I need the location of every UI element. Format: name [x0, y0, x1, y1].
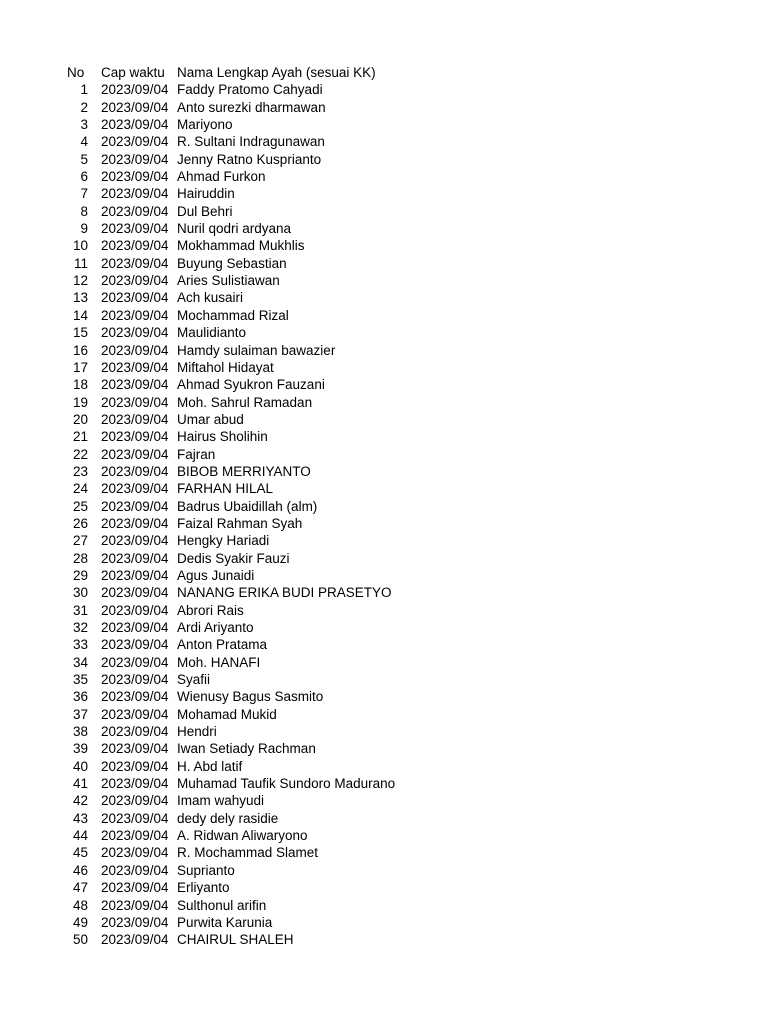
cell-name: Muhamad Taufik Sundoro Madurano — [177, 776, 396, 792]
table-row — [0, 775, 768, 792]
cell-name: Hendri — [177, 724, 217, 740]
cell-timestamp: 2023/09/04 — [101, 463, 169, 479]
table-row — [0, 151, 768, 168]
cell-no: 7 — [80, 186, 88, 202]
cell-name: Ahmad Syukron Fauzani — [177, 377, 325, 393]
cell-name: Dedis Syakir Fauzi — [177, 550, 290, 566]
column-header-name: Nama Lengkap Ayah (sesuai KK) — [177, 65, 376, 80]
table-body — [0, 81, 768, 948]
cell-name: Hengky Hariadi — [177, 533, 270, 549]
cell-name: Anto surezki dharmawan — [177, 99, 326, 115]
cell-timestamp: 2023/09/04 — [101, 186, 169, 202]
cell-name: R. Mochammad Slamet — [177, 845, 319, 861]
cell-timestamp: 2023/09/04 — [101, 689, 169, 705]
table-row — [0, 116, 768, 133]
cell-timestamp: 2023/09/04 — [101, 151, 169, 167]
cell-timestamp: 2023/09/04 — [101, 845, 169, 861]
cell-timestamp: 2023/09/04 — [101, 273, 169, 289]
table-row — [0, 931, 768, 948]
cell-name: Ach kusairi — [177, 290, 244, 306]
cell-timestamp: 2023/09/04 — [101, 758, 169, 774]
cell-timestamp: 2023/09/04 — [101, 411, 169, 427]
cell-name: Mariyono — [177, 117, 233, 133]
cell-no: 40 — [72, 758, 88, 774]
cell-timestamp: 2023/09/04 — [101, 706, 169, 722]
cell-timestamp: 2023/09/04 — [101, 342, 169, 358]
column-header-no: No — [67, 65, 85, 80]
cell-name: Nuril qodri ardyana — [177, 221, 292, 237]
cell-timestamp: 2023/09/04 — [101, 672, 169, 688]
cell-name: NANANG ERIKA BUDI PRASETYO — [177, 585, 392, 601]
cell-no: 4 — [80, 134, 88, 150]
cell-no: 29 — [72, 567, 88, 583]
table-row — [0, 133, 768, 150]
table-row — [0, 844, 768, 861]
cell-no: 8 — [80, 203, 88, 219]
cell-name: Purwita Karunia — [177, 914, 273, 930]
table-row — [0, 203, 768, 220]
cell-name: Hairuddin — [177, 186, 235, 202]
cell-name: CHAIRUL SHALEH — [177, 932, 294, 948]
cell-timestamp: 2023/09/04 — [101, 325, 169, 341]
column-header-timestamp: Cap waktu — [101, 65, 165, 80]
table-row — [0, 168, 768, 185]
cell-no: 27 — [72, 533, 88, 549]
cell-no: 13 — [72, 290, 88, 306]
cell-timestamp: 2023/09/04 — [101, 446, 169, 462]
cell-no: 37 — [72, 706, 88, 722]
table-row — [0, 636, 768, 653]
cell-no: 11 — [73, 255, 88, 271]
cell-name: Agus Junaidi — [177, 567, 255, 583]
cell-timestamp: 2023/09/04 — [101, 429, 169, 445]
cell-no: 50 — [72, 932, 88, 948]
cell-no: 26 — [72, 515, 88, 531]
cell-name: FARHAN HILAL — [177, 481, 274, 497]
table-row — [0, 376, 768, 393]
cell-no: 43 — [72, 810, 88, 826]
cell-no: 14 — [72, 307, 88, 323]
cell-no: 36 — [72, 689, 88, 705]
cell-no: 22 — [72, 446, 88, 462]
cell-name: Sulthonul arifin — [177, 897, 267, 913]
cell-name: Moh. HANAFI — [177, 654, 261, 670]
cell-name: Hamdy sulaiman bawazier — [177, 342, 336, 358]
cell-no: 1 — [80, 82, 88, 98]
cell-no: 32 — [72, 620, 88, 635]
cell-no: 19 — [72, 394, 88, 410]
table-row — [0, 550, 768, 567]
cell-name: dedy dely rasidie — [177, 810, 279, 826]
cell-name: Mochammad Rizal — [177, 307, 289, 323]
table-row — [0, 862, 768, 879]
cell-timestamp: 2023/09/04 — [101, 203, 169, 219]
cell-name: Faddy Pratomo Cahyadi — [177, 82, 323, 98]
table-row — [0, 532, 768, 549]
cell-timestamp: 2023/09/04 — [101, 307, 169, 323]
cell-name: Anton Pratama — [177, 637, 268, 653]
cell-name: Ardi Ariyanto — [177, 620, 254, 635]
cell-no: 25 — [72, 498, 88, 514]
table-row — [0, 619, 768, 636]
cell-timestamp: 2023/09/04 — [101, 394, 169, 410]
cell-no: 23 — [72, 463, 88, 479]
cell-name: Hairus Sholihin — [177, 429, 268, 445]
cell-timestamp: 2023/09/04 — [101, 550, 169, 566]
table-row — [0, 237, 768, 254]
cell-no: 46 — [72, 862, 88, 878]
cell-no: 5 — [80, 151, 88, 167]
cell-timestamp: 2023/09/04 — [101, 932, 169, 948]
cell-no: 33 — [72, 637, 88, 653]
table-row — [0, 99, 768, 116]
cell-no: 6 — [80, 169, 88, 185]
cell-timestamp: 2023/09/04 — [101, 828, 169, 844]
cell-name: Abrori Rais — [177, 602, 244, 618]
cell-name: A. Ridwan Aliwaryono — [177, 828, 308, 844]
cell-name: Miftahol Hidayat — [177, 359, 274, 375]
cell-timestamp: 2023/09/04 — [101, 117, 169, 133]
cell-name: Wienusy Bagus Sasmito — [177, 689, 324, 705]
cell-no: 48 — [72, 897, 88, 913]
cell-no: 10 — [72, 238, 88, 254]
table-row — [0, 758, 768, 775]
table-row — [0, 220, 768, 237]
cell-no: 35 — [72, 672, 88, 688]
cell-no: 9 — [80, 221, 88, 237]
table-row — [0, 688, 768, 705]
cell-name: Badrus Ubaidillah (alm) — [177, 498, 318, 514]
table-row — [0, 723, 768, 740]
cell-timestamp: 2023/09/04 — [101, 481, 169, 497]
table-row — [0, 272, 768, 289]
cell-name: Faizal Rahman Syah — [177, 515, 303, 531]
table-row — [0, 914, 768, 931]
cell-timestamp: 2023/09/04 — [101, 914, 169, 930]
cell-timestamp: 2023/09/04 — [101, 533, 169, 549]
table-header-row — [0, 64, 768, 81]
table-row — [0, 792, 768, 809]
cell-no: 49 — [72, 914, 88, 930]
cell-timestamp: 2023/09/04 — [101, 602, 169, 618]
cell-timestamp: 2023/09/04 — [101, 255, 169, 271]
cell-timestamp: 2023/09/04 — [101, 724, 169, 740]
table-row — [0, 394, 768, 411]
cell-timestamp: 2023/09/04 — [101, 897, 169, 913]
cell-no: 39 — [72, 741, 88, 757]
cell-timestamp: 2023/09/04 — [101, 221, 169, 237]
table-row — [0, 810, 768, 827]
cell-no: 31 — [72, 602, 88, 618]
table-row — [0, 602, 768, 619]
cell-timestamp: 2023/09/04 — [101, 880, 169, 896]
cell-timestamp: 2023/09/04 — [101, 810, 169, 826]
cell-timestamp: 2023/09/04 — [101, 585, 169, 601]
cell-name: Imam wahyudi — [177, 793, 265, 809]
cell-no: 16 — [72, 342, 88, 358]
cell-timestamp: 2023/09/04 — [101, 169, 169, 185]
cell-name: Erliyanto — [177, 880, 230, 896]
table-row — [0, 498, 768, 515]
cell-name: Syafii — [177, 672, 211, 688]
cell-name: Maulidianto — [177, 325, 247, 341]
cell-timestamp: 2023/09/04 — [101, 637, 169, 653]
cell-no: 15 — [72, 325, 88, 341]
cell-name: Aries Sulistiawan — [177, 273, 280, 289]
table-row — [0, 584, 768, 601]
cell-no: 2 — [80, 99, 88, 115]
cell-no: 24 — [72, 481, 88, 497]
cell-no: 38 — [72, 724, 88, 740]
cell-no: 42 — [72, 793, 88, 809]
table-row — [0, 342, 768, 359]
table-row — [0, 879, 768, 896]
cell-timestamp: 2023/09/04 — [101, 134, 169, 150]
cell-no: 12 — [72, 273, 88, 289]
cell-timestamp: 2023/09/04 — [101, 654, 169, 670]
table-row — [0, 654, 768, 671]
table-row — [0, 463, 768, 480]
cell-no: 34 — [72, 654, 88, 670]
table-row — [0, 567, 768, 584]
cell-no: 17 — [72, 359, 88, 375]
cell-timestamp: 2023/09/04 — [101, 99, 169, 115]
cell-no: 28 — [72, 550, 88, 566]
cell-no: 18 — [72, 377, 88, 393]
table-row — [0, 480, 768, 497]
cell-timestamp: 2023/09/04 — [101, 359, 169, 375]
cell-name: Moh. Sahrul Ramadan — [177, 394, 313, 410]
cell-name: Mokhammad Mukhlis — [177, 238, 305, 254]
cell-name: Buyung Sebastian — [177, 255, 287, 271]
cell-name: R. Sultani Indragunawan — [177, 134, 325, 150]
cell-name: Suprianto — [177, 862, 235, 878]
table-row — [0, 81, 768, 98]
cell-no: 45 — [72, 845, 88, 861]
cell-timestamp: 2023/09/04 — [101, 498, 169, 514]
cell-timestamp: 2023/09/04 — [101, 793, 169, 809]
cell-no: 21 — [72, 429, 88, 445]
cell-name: BIBOB MERRIYANTO — [177, 463, 311, 479]
cell-timestamp: 2023/09/04 — [101, 776, 169, 792]
cell-no: 47 — [72, 880, 88, 896]
table-row — [0, 255, 768, 272]
cell-name: H. Abd latif — [177, 758, 243, 774]
table-row — [0, 359, 768, 376]
cell-name: Ahmad Furkon — [177, 169, 266, 185]
table-row — [0, 411, 768, 428]
cell-no: 30 — [72, 585, 88, 601]
cell-timestamp: 2023/09/04 — [101, 862, 169, 878]
table-row — [0, 307, 768, 324]
cell-no: 3 — [80, 117, 88, 133]
cell-name: Dul Behri — [177, 203, 233, 219]
cell-timestamp: 2023/09/04 — [101, 82, 169, 98]
table-row — [0, 515, 768, 532]
table-row — [0, 185, 768, 202]
cell-timestamp: 2023/09/04 — [101, 741, 169, 757]
table-row — [0, 446, 768, 463]
cell-name: Mohamad Mukid — [177, 706, 277, 722]
cell-timestamp: 2023/09/04 — [101, 620, 169, 635]
cell-no: 20 — [72, 411, 88, 427]
data-table — [0, 64, 768, 949]
cell-timestamp: 2023/09/04 — [101, 515, 169, 531]
cell-timestamp: 2023/09/04 — [101, 238, 169, 254]
cell-name: Jenny Ratno Kusprianto — [177, 151, 322, 167]
table-row — [0, 324, 768, 341]
table-row — [0, 706, 768, 723]
table-row — [0, 740, 768, 757]
cell-no: 41 — [72, 776, 88, 792]
cell-no: 44 — [72, 828, 88, 844]
cell-name: Iwan Setiady Rachman — [177, 741, 316, 757]
cell-name: Umar abud — [177, 411, 244, 427]
cell-timestamp: 2023/09/04 — [101, 290, 169, 306]
table-row — [0, 289, 768, 306]
cell-timestamp: 2023/09/04 — [101, 567, 169, 583]
table-row — [0, 428, 768, 445]
table-row — [0, 897, 768, 914]
table-row — [0, 827, 768, 844]
cell-timestamp: 2023/09/04 — [101, 377, 169, 393]
cell-name: Fajran — [177, 446, 216, 462]
table-row — [0, 671, 768, 688]
